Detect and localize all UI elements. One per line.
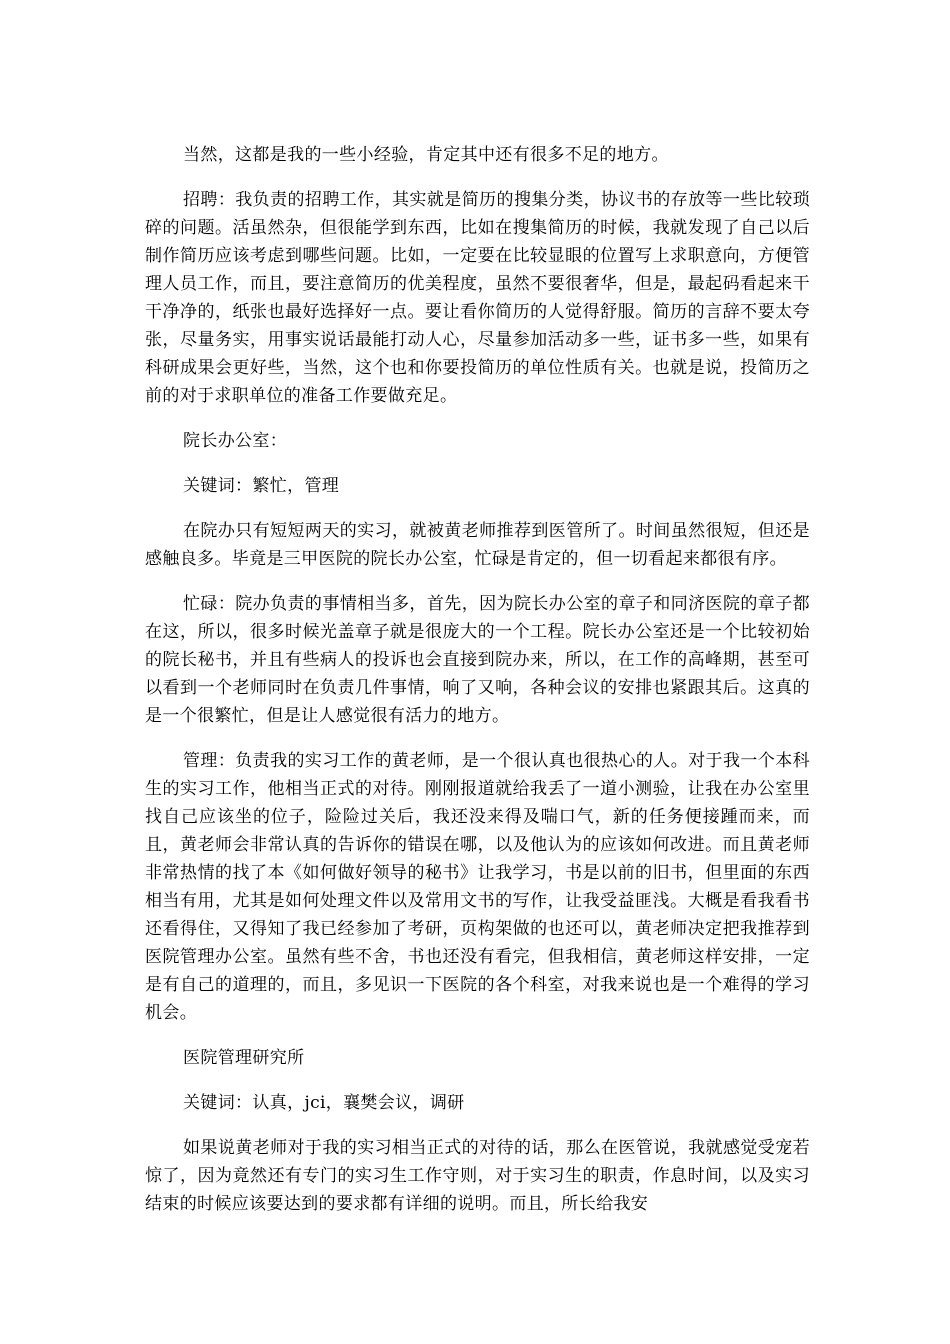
management-paragraph: 管理：负责我的实习工作的黄老师，是一个很认真也很热心的人。对于我一个本科生的实习工作，他相当正式的对待。刚刚报道就给我丢了一道小测验，让我在办公室里找自己应该坐的位子，险险过关后，我还没来得及喘口气，新的任务便接踵而来，而且，黄老师会非常认真的告诉你的错误在哪，以及他认为的应该如何改进。而且黄老师非常热情的找了本《如何做好领导的秘书》让我学习，书是以前的旧书，但里面的东西相当有用，尤其是如何处理文件以及常用文书的写作，让我受益匪浅。大概是看我看书还看得住，又得知了我已经参加了考研，页构架做的也还可以，黄老师决定把我推荐到医院管理办公室。虽然有些不舍，书也还没有看完，但我相信，黄老师这样安排，一定是有自己的道理的，而且，多见识一下医院的各个科室，对我来说也是一个难得的学习机会。 bbox=[145, 751, 810, 1023]
keywords-president-office: 关键词：繁忙，管理 bbox=[183, 476, 340, 496]
keywords-hospital-management: 关键词：认真，jci，襄樊会议，调研 bbox=[183, 1093, 465, 1113]
president-office-intro-paragraph: 在院办只有短短两天的实习，就被黄老师推荐到医管所了。时间虽然很短，但还是感触良多。毕竟是三甲医院的院长办公室，忙碌是肯定的，但一切看起来都很有序。 bbox=[145, 521, 810, 569]
hospital-management-paragraph: 如果说黄老师对于我的实习相当正式的对待的话，那么在医管说，我就感觉受宠若惊了，因为竟然还有专门的实习生工作守则，对于实习生的职责，作息时间，以及实习结束的时候应该要达到的要求都有详细的说明。而且，所长给我安 bbox=[145, 1138, 810, 1214]
document-body bbox=[145, 141, 810, 1235]
recruitment-paragraph: 招聘：我负责的招聘工作，其实就是简历的搜集分类，协议书的存放等一些比较琐碎的问题。活虽然杂，但很能学到东西，比如在搜集简历的时候，我就发现了自己以后制作简历应该考虑到哪些问题。比如，一定要在比较显眼的位置写上求职意向，方便管理人员工作，而且，要注意简历的优美程度，虽然不要很奢华，但是，最起码看起来干干净净的，纸张也最好选择好一点。要让看你简历的人觉得舒服。简历的言辞不要太夸张，尽量务实，用事实说话最能打动人心，尽量参加活动多一些，证书多一些，如果有科研成果会更好些，当然，这个也和你要投简历的单位性质有关。也就是说，投简历之前的对于求职单位的准备工作要做充足。 bbox=[145, 190, 810, 406]
busy-paragraph: 忙碌：院办负责的事情相当多，首先，因为院长办公室的章子和同济医院的章子都在这，所以，很多时候光盖章子就是很庞大的一个工程。院长办公室还是一个比较初始的院长秘书，并且有些病人的投诉也会直接到院办来，所以，在工作的高峰期，甚至可以看到一个老师同时在负责几件事情，响了又响，各种会议的安排也紧跟其后。这真的是一个很繁忙，但是让人感觉很有活力的地方。 bbox=[145, 594, 810, 726]
intro-paragraph: 当然，这都是我的一些小经验，肯定其中还有很多不足的地方。 bbox=[183, 145, 669, 165]
section-heading-hospital-management: 医院管理研究所 bbox=[183, 1048, 305, 1068]
section-heading-president-office: 院长办公室： bbox=[183, 431, 288, 451]
